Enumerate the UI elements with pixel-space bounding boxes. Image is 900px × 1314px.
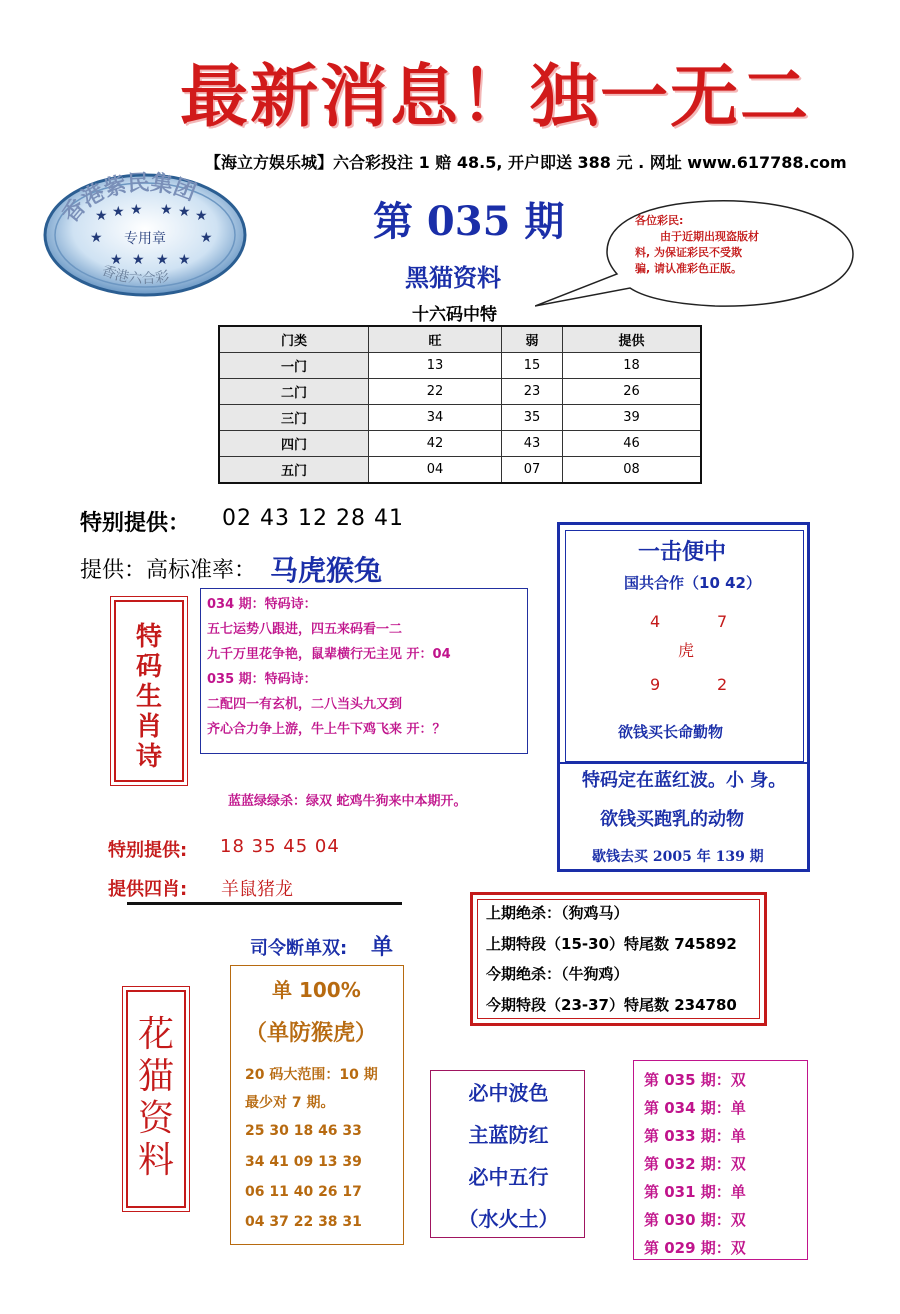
huamao-side-title [126,990,186,1208]
table-header-row [219,326,701,353]
heimao-table [218,325,702,484]
bubble-line-1: 各位彩民: [635,214,684,227]
table-cell: 18 [563,353,702,379]
number-top-left: 4 [650,612,661,631]
svg-text:★: ★ [195,208,208,224]
period-item: 第 030 期：双 [644,1211,746,1229]
accuracy-label: 提供：高标准率： [80,558,257,583]
huamao-row: 04 37 22 38 31 [245,1214,362,1230]
banner-title: 最新消息！独一无二 [180,57,811,137]
poem-line: 五七运势八跟进，四五来码看一二 [207,622,403,637]
special2-label: 特别提供: [108,840,188,861]
bose-box [430,1070,585,1238]
table-cell: 一门 [219,353,369,379]
huamao-row: 20 码大范围：10 期 [245,1067,378,1083]
yijibianzhong-title: 一击便中 [638,540,727,565]
hint-4: 歇钱去买 2005 年 139 期 [592,849,764,865]
table-cell: 22 [369,379,502,405]
kill-line: 今期特段（23-37）特尾数 234780 [486,996,737,1014]
bose-line: 必中五行 [468,1165,549,1189]
poem-line: 035 期：特码诗： [207,672,317,687]
svg-text:★: ★ [178,252,191,268]
table-row [219,405,701,431]
hint-2: 特码定在蓝红波。小 身。 [582,770,787,791]
svg-text:★: ★ [178,204,191,220]
bubble-line-2: 由于近期出现盗版材 [660,230,759,243]
table-cell: 13 [369,353,502,379]
col-header: 提供 [563,326,702,353]
huamao-side-text: 花猫资料 [137,1014,174,1181]
svg-text:★: ★ [156,252,169,268]
table-cell: 15 [502,353,563,379]
four-zodiac-label: 提供四肖: [108,879,188,900]
table-cell: 35 [502,405,563,431]
special-numbers: 02 43 12 28 41 [222,506,404,531]
table-cell: 四门 [219,431,369,457]
periods-box [633,1060,808,1260]
table-cell: 23 [502,379,563,405]
zodiac-center: 虎 [678,641,695,660]
table-cell: 07 [502,457,563,484]
heimao-title: 黑猫资料 [405,264,501,292]
stamp-top-text: 香港紫民集团 [57,170,200,228]
svg-text:★: ★ [130,202,143,218]
table-row [219,379,701,405]
hint-3: 欲钱买跑乳的动物 [600,809,744,830]
poem-side-text: 特码生肖诗 [136,622,163,772]
svg-text:★: ★ [110,252,123,268]
table-cell: 26 [563,379,702,405]
table-cell: 46 [563,431,702,457]
svg-text:★: ★ [95,208,108,224]
col-header: 旺 [369,326,502,353]
table-cell: 42 [369,431,502,457]
notice-bubble [535,196,855,316]
number-bottom-left: 9 [650,675,661,694]
special-label: 特别提供： [80,511,191,536]
huamao-line-a: 单 100% [272,978,361,1002]
table-cell: 43 [502,431,563,457]
kill-line: 上期绝杀：（狗鸡马） [486,904,629,922]
poem-side-title [114,600,184,782]
col-header: 弱 [502,326,563,353]
poem-line: 齐心合力争上游，牛上牛下鸡飞来 开：？ [207,722,446,737]
bose-line: 主蓝防红 [468,1123,549,1147]
divider [560,762,807,764]
accuracy-value: 马虎猴兔 [270,554,383,587]
siling-label: 司令断单双: [250,938,348,959]
ad-line: 【海立方娱乐城】六合彩投注 1 赔 48.5, 开户即送 388 元 . 网址 www.617788.com [205,153,847,172]
table-cell: 34 [369,405,502,431]
hint-1: 欲钱买长命勤物 [618,723,724,741]
svg-text:★: ★ [200,230,213,246]
period-item: 第 031 期：单 [644,1183,746,1201]
heimao-subtitle: 十六码中特 [412,305,497,325]
table-cell: 二门 [219,379,369,405]
issue-number: 第 035 期 [373,198,565,245]
huamao-line-b: （单防猴虎） [245,1021,378,1046]
bose-line: （水火土） [458,1207,559,1231]
svg-text:★: ★ [112,204,125,220]
lanlv-kill-text: 蓝蓝绿绿杀：绿双 蛇鸡牛狗来中本期开。 [228,794,467,809]
period-item: 第 029 期：双 [644,1239,746,1257]
bubble-line-4: 骗, 请认准彩色正版。 [635,262,743,275]
number-bottom-right: 2 [717,675,728,694]
four-zodiac-value: 羊鼠猪龙 [221,879,293,900]
divider [127,902,402,905]
yijibianzhong-subtitle: 国共合作（10 42） [624,574,761,592]
huamao-row: 最少对 7 期。 [245,1095,335,1111]
poem-box [200,588,528,754]
col-header: 门类 [219,326,369,353]
kill-line: 今期绝杀：（牛狗鸡） [486,965,629,983]
period-item: 第 034 期：单 [644,1099,746,1117]
official-stamp [40,170,250,300]
period-item: 第 033 期：单 [644,1127,746,1145]
poem-line: 034 期：特码诗： [207,597,317,612]
stamp-middle-text: 专用章 [124,231,166,247]
siling-value: 单 [371,935,394,960]
table-row [219,353,701,379]
number-top-right: 7 [717,612,728,631]
huamao-row: 06 11 40 26 17 [245,1184,362,1200]
period-item: 第 032 期：双 [644,1155,746,1173]
table-cell: 三门 [219,405,369,431]
table-row [219,457,701,484]
kill-line: 上期特段（15-30）特尾数 745892 [486,935,737,953]
huamao-row: 25 30 18 46 33 [245,1123,362,1139]
bose-line: 必中波色 [468,1081,549,1105]
svg-text:★: ★ [160,202,173,218]
huamao-row: 34 41 09 13 39 [245,1154,362,1170]
table-cell: 04 [369,457,502,484]
huamao-box [230,965,404,1245]
svg-text:★: ★ [132,252,145,268]
poem-line: 九千万里花争艳，鼠辈横行无主见 开：04 [207,647,451,662]
table-row [219,431,701,457]
bubble-line-3: 料, 为保证彩民不受欺 [635,246,743,259]
special2-numbers: 18 35 45 04 [220,836,340,857]
table-cell: 08 [563,457,702,484]
poem-line: 二配四一有玄机，二八当头九又到 [207,697,403,712]
svg-text:★: ★ [90,230,103,246]
stamp-bottom-text: 香港六合彩 [99,262,171,288]
table-cell: 五门 [219,457,369,484]
table-cell: 39 [563,405,702,431]
period-item: 第 035 期：双 [644,1071,746,1089]
